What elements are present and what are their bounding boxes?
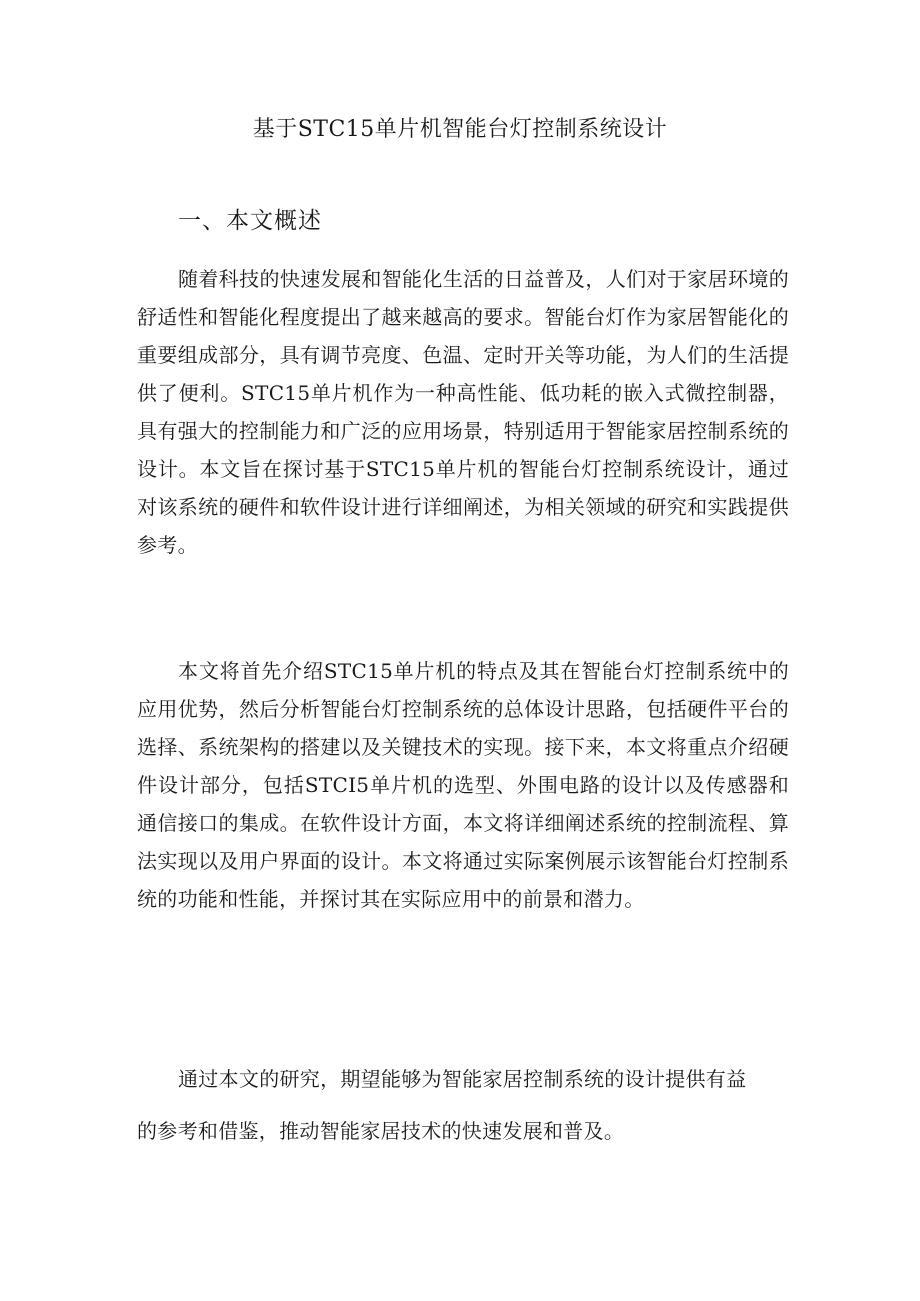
- body-paragraph-2: 本文将首先介绍STC15单片机的特点及其在智能台灯控制系统中的应用优势，然后分析智能台灯控制系统的总体设计思路，包括硬件平台的选择、系统架构的搭建以及关键技术的实现。接下来，本文将重点介绍硬件设计部分，包括STCI5单片机的选型、外围电路的设计以及传感器和通信接口的集成。在软件设计方面，本文将详细阐述系统的控制流程、算法实现以及用户界面的设计。本文将通过实际案例展示该智能台灯控制系统的功能和性能，并探讨其在实际应用中的前景和潜力。: [137, 659, 789, 911]
- body-paragraph-1: 随着科技的快速发展和智能化生活的日益普及，人们对于家居环境的舒适性和智能化程度提出了越来越高的要求。智能台灯作为家居智能化的重要组成部分，具有调节亮度、色温、定时开关等功能，为人们的生活提供了便利。STC15单片机作为一种高性能、低功耗的嵌入式微控制器，具有强大的控制能力和广泛的应用场景，特别适用于智能家居控制系统的设计。本文旨在探讨基于STC15单片机的智能台灯控制系统设计，通过对该系统的硬件和软件设计进行详细阐述，为相关领域的研究和实践提供参考。: [137, 267, 789, 557]
- closing-paragraph-line-2: 的参考和借鉴，推动智能家居技术的快速发展和普及。: [137, 1119, 625, 1143]
- document-title: 基于STC15单片机智能台灯控制系统设计: [252, 117, 668, 142]
- closing-paragraph-line-1: 通过本文的研究，期望能够为智能家居控制系统的设计提供有益: [178, 1067, 747, 1091]
- section-heading: 一、本文概述: [178, 208, 322, 234]
